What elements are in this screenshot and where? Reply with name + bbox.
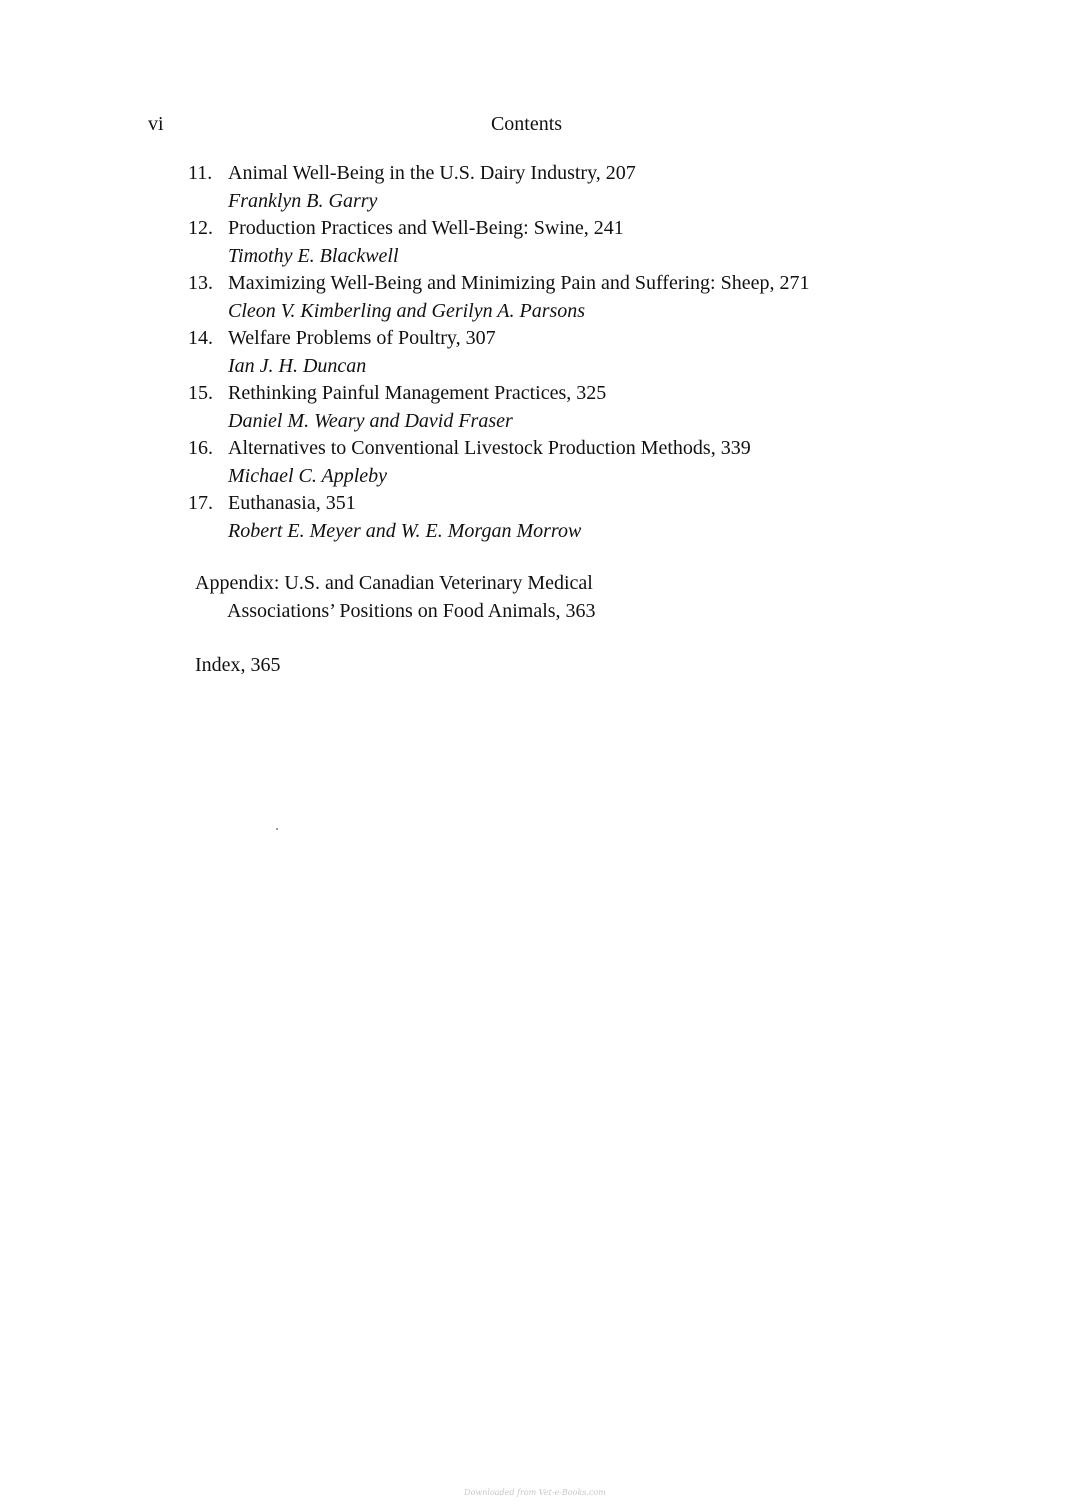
chapter-number: 14. [188, 327, 213, 349]
chapter-title: Alternatives to Conventional Livestock Production Methods, 339 [228, 437, 751, 459]
chapter-title: Welfare Problems of Poultry, 307 [228, 327, 496, 349]
toc-entry-14 [188, 325, 1008, 380]
chapter-authors: Cleon V. Kimberling and Gerilyn A. Parsons [228, 299, 586, 322]
chapter-title: Rethinking Painful Management Practices, 325 [228, 382, 607, 404]
toc-entry-13 [188, 270, 1008, 325]
appendix-line-2: Associations’ Positions on Food Animals, 363 [227, 599, 596, 622]
chapter-title: Animal Well-Being in the U.S. Dairy Industry, 207 [228, 162, 636, 184]
chapter-authors: Ian J. H. Duncan [228, 354, 367, 377]
chapter-title: Maximizing Well-Being and Minimizing Pain and Suffering: Sheep, 271 [228, 272, 810, 294]
page-number: vi [148, 113, 164, 135]
chapter-title: Euthanasia, 351 [228, 492, 356, 514]
chapter-number: 11. [188, 162, 213, 184]
running-head: Contents [490, 113, 563, 135]
appendix-line-1: Appendix: U.S. and Canadian Veterinary Medical [195, 572, 593, 594]
download-watermark: Downloaded from Vet-e-Books.com [464, 1488, 606, 1497]
chapter-authors: Robert E. Meyer and W. E. Morgan Morrow [228, 519, 582, 542]
chapter-number: 15. [188, 382, 213, 404]
toc-entry-16 [188, 435, 1008, 490]
chapter-authors: Timothy E. Blackwell [228, 244, 399, 267]
chapter-authors: Daniel M. Weary and David Fraser [228, 409, 513, 432]
toc-entry-11 [188, 160, 1008, 215]
appendix-entry [195, 570, 995, 625]
chapter-title: Production Practices and Well-Being: Swine, 241 [228, 217, 624, 239]
chapter-authors: Michael C. Appleby [228, 464, 388, 487]
chapter-number: 12. [188, 217, 213, 239]
chapter-number: 16. [188, 437, 213, 459]
toc-entry-17 [188, 490, 1008, 545]
chapter-authors: Franklyn B. Garry [228, 189, 378, 212]
chapter-number: 17. [188, 492, 213, 514]
toc-entry-12 [188, 215, 1008, 270]
toc-entry-15 [188, 380, 1008, 435]
chapter-number: 13. [188, 272, 213, 294]
table-of-contents [188, 160, 1008, 545]
print-speck [276, 828, 278, 830]
index-entry: Index, 365 [195, 654, 281, 676]
